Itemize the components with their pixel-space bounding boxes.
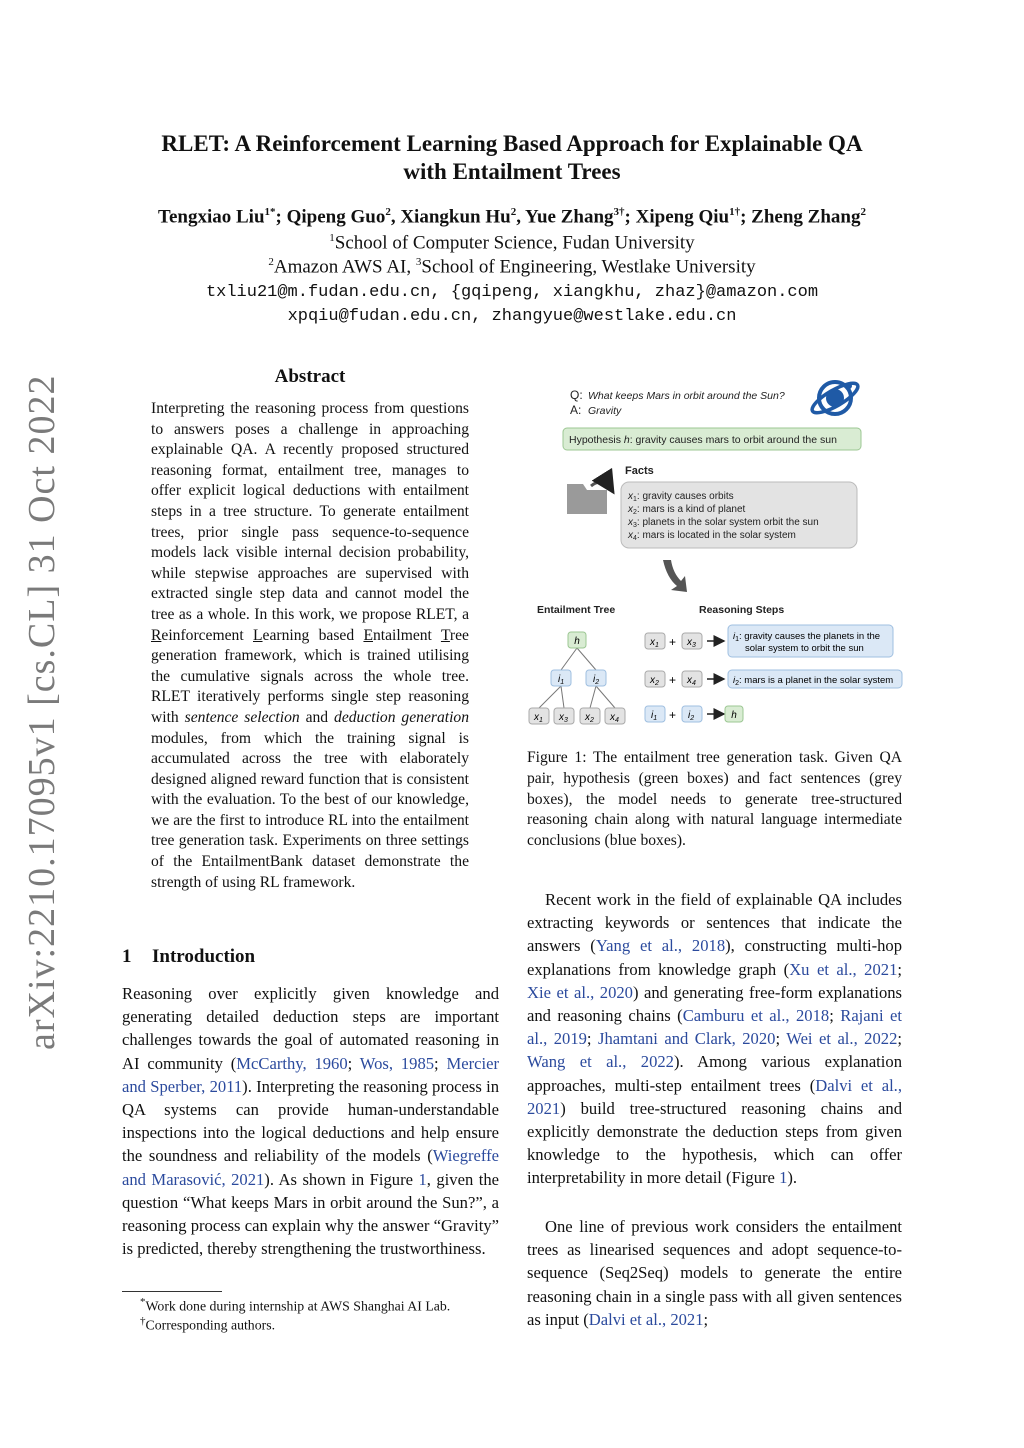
- citation-link[interactable]: Wei et al., 2022: [786, 1029, 898, 1049]
- svg-text:x1: $x_1$: [534, 712, 543, 724]
- fact-item: $x_3$: planets in the solar system orbit the sun: [628, 517, 819, 529]
- citation-link[interactable]: Wang et al., 2022: [527, 1052, 674, 1072]
- svg-text:x2: $x_2$: [585, 712, 594, 724]
- footnote-1: *Work done during internship at AWS Shanghai AI Lab.: [140, 1296, 451, 1314]
- paper-title: [100, 130, 924, 186]
- citation-link[interactable]: Xie et al., 2020: [527, 982, 633, 1002]
- svg-text:+: +: [669, 635, 677, 649]
- prior-work-paragraph: One line of previous work considers the entailment trees as linearised sequences and adopt sequence-to-sequence (Seq2Seq) models to generate the entire reasoning chain in a single pass with all given sentences as input (Dalvi et al., 2021;: [527, 1217, 902, 1329]
- svg-text:i2: mars is a planet in the so: $i_2$: mars is a planet in the solar system: [733, 675, 894, 687]
- svg-text:x4: $x_4$: [610, 712, 619, 724]
- question-text: What keeps Mars in orbit around the Sun?: [588, 390, 785, 402]
- svg-text:x4: $x_4$: [687, 675, 696, 687]
- svg-text:i1: $i_1$: [558, 674, 565, 686]
- citation-link[interactable]: Camburu et al., 2018: [682, 1006, 830, 1026]
- fact-item: $x_2$: mars is a kind of planet: [628, 504, 746, 516]
- title-line-2: with Entailment Trees: [403, 159, 621, 184]
- folder-icon: [567, 482, 613, 514]
- question-label: Q:: [570, 388, 583, 402]
- svg-text:h: h: [574, 636, 580, 647]
- author-name: Zheng Zhang: [751, 206, 861, 228]
- author-name: Xiangkun Hu: [400, 206, 511, 228]
- citation-link[interactable]: Wiegreffe and Marasović, 2021: [122, 1146, 499, 1189]
- steps-label: Reasoning Steps: [699, 604, 785, 616]
- author-name: Yue Zhang: [525, 206, 614, 228]
- svg-text:i1: $i_1$: [651, 710, 658, 722]
- arxiv-identifier: arXiv:2210.17095v1 [cs.CL] 31 Oct 2022: [21, 374, 63, 1050]
- section-heading: 1 Introduction: [122, 946, 256, 967]
- svg-text:x2: $x_2$: [650, 675, 659, 687]
- svg-text:i2: $i_2$: [593, 674, 600, 686]
- facts-label: Facts: [625, 465, 654, 477]
- figure-entailment-tree: [527, 376, 907, 732]
- hypothesis-text: Hypothesis h: gravity causes mars to orbit around the sun: [569, 434, 837, 446]
- down-arrow-icon: [663, 560, 687, 592]
- email-line-1: txliu21@m.fudan.edu.cn, {gqipeng, xiangkhu, zhaz}@amazon.com: [205, 283, 819, 302]
- citation-link[interactable]: Wos, 1985: [359, 1053, 435, 1073]
- planet-icon: [808, 378, 861, 418]
- tree-label: Entailment Tree: [537, 604, 616, 616]
- figure-caption: Figure 1: The entailment tree generation task. Given QA pair, hypothesis (green boxes) and fact sentences (grey boxes), the model needs to generate tree-structured reasoning chain along with natural language intermediate conclusions (blue boxes).: [527, 749, 902, 850]
- citation-link[interactable]: Dalvi et al., 2021: [527, 1075, 902, 1118]
- svg-text:i2: $i_2$: [688, 710, 695, 722]
- entailment-tree: [529, 632, 625, 724]
- svg-text:+: +: [669, 673, 677, 687]
- title-line-1: RLET: A Reinforcement Learning Based Approach for Explainable QA: [161, 131, 863, 156]
- author-name: Qipeng Guo: [286, 206, 386, 228]
- svg-text:solar system to orbit the sun: solar system to orbit the sun: [745, 643, 864, 654]
- citation-link[interactable]: Mercier and Sperber, 2011: [122, 1053, 499, 1096]
- related-work-paragraph: Recent work in the field of explainable QA includes extracting keywords or sentences that indicate the answers (Yang et al., 2018), constructing multi-hop explanations from knowledge graph (Xu et al., 2021; Xie et al., 2020) and generating free-form explanations and reasoning chains (Camburu et al., 2018; Rajani et al., 2019; Jhamtani and Clark, 2020; Wei et al., 2022; Wang et al., 2022). Among various explanation approaches, multi-step entailment trees (Dalvi et al., 2021) build tree-structured reasoning chains and explicitly demonstrate the deduction steps from given knowledge to the hypothesis, which can offer interpretability in more detail (Figure 1).: [527, 890, 902, 1188]
- svg-text:x3: $x_3$: [559, 712, 568, 724]
- citation-link[interactable]: Rajani et al., 2019: [527, 1006, 902, 1049]
- answer-label: A:: [570, 403, 582, 417]
- figure-ref-link[interactable]: 1: [418, 1169, 427, 1189]
- abstract-heading: Abstract: [274, 366, 346, 387]
- footnote-rule: [122, 1291, 222, 1292]
- svg-text:h: h: [731, 710, 737, 721]
- intro-paragraph: Reasoning over explicitly given knowledge and generating detailed deduction steps are important challenges towards the goal of automated reasoning in AI community (McCarthy, 1960; Wos, 1985; Mercier and Sperber, 2011). Interpreting the reasoning process in QA systems can provide human-understandable inspections into the logical deductions and help ensure the soundness and reliability of the models (Wiegreffe and Marasović, 2021). As shown in Figure 1, given the question “What keeps Mars in orbit around the Sun?”, a reasoning process can explain why the answer “Gravity” is predicted, thereby strengthening the trustworthiness.: [122, 984, 499, 1259]
- citation-link[interactable]: McCarthy, 1960: [236, 1053, 348, 1073]
- abstract-body: Interpreting the reasoning process from questions to answers poses a challenge in approaching explainable QA. A recently proposed structured reasoning format, entailment tree, manages to offer explicit logical deductions with entailment steps in a tree structure. To generate entailment trees, prior single pass sequence-to-sequence models lack visible internal decision probability, while stepwise approaches are supervised with extracted single step data and cannot model the tree as a whole. In this work, we propose RLET, a Reinforcement Learning based Entailment Tree generation framework, which is trained utilising the cumulative signals across the whole tree. RLET iteratively performs single step reasoning with sentence selection and deduction generation modules, from which the training signal is accumulated across the tree with elaborately designed aligned reward function that is consistent with the evaluation. To the best of our knowledge, we are the first to introduce RL into the entailment tree generation task. Experiments on three settings of the EntailmentBank dataset demonstrate the strength of using RL framework.: [151, 400, 469, 891]
- citation-link[interactable]: Yang et al., 2018: [595, 936, 726, 956]
- email-line-2: xpqiu@fudan.edu.cn, zhangyue@westlake.edu.cn: [287, 307, 737, 326]
- affiliation-2: $^2$Amazon AWS AI, $^3$School of Engineering, Westlake University: [268, 256, 756, 278]
- figure-ref-link[interactable]: 1: [779, 1168, 788, 1188]
- svg-text:i1: gravity causes the planets: $i_1$: gravity causes the planets in the: [733, 631, 881, 643]
- citation-link[interactable]: Jhamtani and Clark, 2020: [598, 1029, 776, 1049]
- author-list: Tengxiao Liu$^{1*}$; Qipeng Guo$^2$, Xiangkun Hu$^2$, Yue Zhang$^{3\dagger}$; Xipeng Qiu$^{1\dagger}$; Zheng Zhang$^2$: [158, 206, 866, 228]
- fact-item: $x_4$: mars is located in the solar system: [628, 530, 796, 542]
- svg-text:+: +: [669, 708, 677, 722]
- citation-link[interactable]: Xu et al., 2021: [789, 959, 898, 979]
- svg-text:x1: $x_1$: [650, 637, 659, 649]
- answer-text: Gravity: [588, 405, 622, 417]
- citation-link[interactable]: Dalvi et al., 2021: [588, 1309, 704, 1329]
- footnote-2: †Corresponding authors.: [140, 1315, 276, 1333]
- author-name: Tengxiao Liu: [158, 206, 265, 228]
- author-name: Xipeng Qiu: [635, 206, 730, 228]
- svg-text:x3: $x_3$: [687, 637, 696, 649]
- fact-item: $x_1$: gravity causes orbits: [628, 491, 734, 503]
- reasoning-steps: [645, 625, 902, 722]
- affiliation-1: $^1$School of Computer Science, Fudan University: [329, 232, 695, 254]
